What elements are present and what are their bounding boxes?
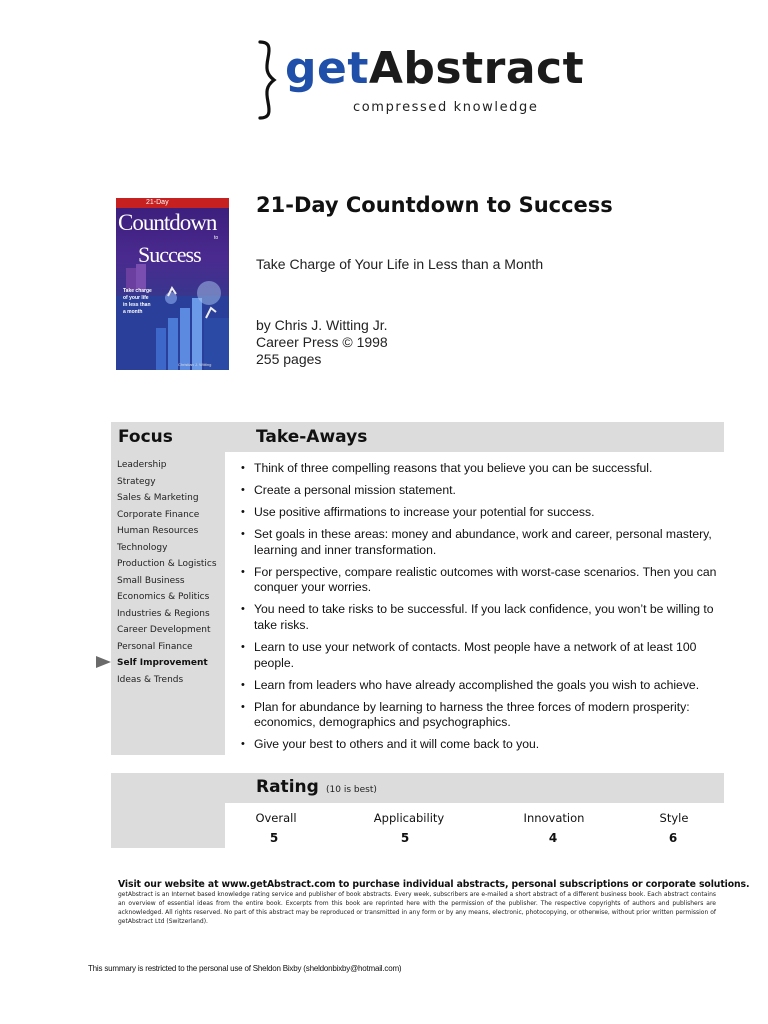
focus-item: Sales & Marketing (117, 493, 199, 503)
book-title: 21-Day Countdown to Success (256, 193, 613, 217)
logo-tagline: compressed knowledge (353, 100, 539, 115)
copyright-notice: getAbstract is an Internet based knowledge rating service and publisher of book abstracts. Every week, subscribers are e-mailed a short abstract of a different business book. Each abstract contains an overview of essential ideas from the entire book. Excerpts from this book are reprinted here with the permission of the publisher. The respective copyrights of authors and publishers are acknowledged. All rights reserved. No part of this abstract may be reproduced or transmitted in any form or by any means, electronic, photocopying, or otherwise, without prior written permission of getAbstract Ltd (Switzerland). (118, 891, 716, 925)
focus-item: Career Development (117, 625, 211, 635)
takeaways-list (239, 461, 717, 759)
rating-header-band (111, 773, 724, 803)
focus-item: Economics & Politics (117, 592, 210, 602)
book-pages: 255 pages (256, 351, 322, 367)
focus-heading: Focus (118, 427, 173, 447)
section-header-band (111, 422, 724, 452)
focus-item: Self Improvement (117, 658, 208, 668)
takeaway-item: • Plan for abundance by learning to harness the three forces of modern prosperity: economics, demographics and psychographics. (239, 700, 717, 731)
cover-title-1: Countdown (118, 210, 217, 235)
cover-title-2: Success (138, 242, 201, 267)
logo-abstract: Abstract (368, 43, 585, 94)
focus-item: Strategy (117, 476, 156, 487)
book-subtitle: Take Charge of Your Life in Less than a Month (256, 256, 544, 272)
rating-note: (10 is best) (326, 785, 377, 795)
focus-item: Technology (117, 542, 168, 553)
pointer-arrow-icon (96, 656, 111, 668)
rating-label-applicability: Applicability (373, 811, 445, 825)
focus-item: Industries & Regions (117, 608, 210, 619)
takeaway-item: • Give your best to others and it will come back to you. (239, 737, 717, 753)
brace-icon (252, 38, 278, 122)
takeaway-item: • Create a personal mission statement. (239, 483, 717, 499)
rating-value-overall: 5 (269, 831, 279, 845)
getabstract-logo (252, 38, 585, 122)
usage-restriction: This summary is restricted to the personal use of Sheldon Bixby (sheldonbixby@hotmail.com) (88, 964, 402, 973)
takeaways-heading: Take-Aways (256, 427, 368, 447)
logo-get: get (285, 43, 369, 94)
focus-item: Small Business (117, 575, 185, 586)
focus-item: Human Resources (117, 526, 199, 536)
website-promo: Visit our website at www.getAbstract.com to purchase individual abstracts, personal subscriptions or corporate solutions. (118, 879, 750, 890)
rating-value-style: 6 (668, 831, 678, 845)
rating-sidebar (111, 803, 225, 848)
book-cover (116, 198, 229, 370)
focus-item: Corporate Finance (117, 509, 200, 520)
rating-label-overall: Overall (255, 811, 297, 825)
cover-blurb: Take charge of your life in less than a month (123, 288, 152, 315)
cover-title-to: to (214, 235, 219, 241)
rating-heading: Rating (256, 777, 319, 797)
book-publisher: Career Press © 1998 (256, 334, 388, 350)
rating-label-innovation: Innovation (523, 811, 585, 825)
rating-value-applicability: 5 (400, 831, 410, 845)
focus-item: Production & Logistics (117, 559, 217, 569)
focus-list (117, 459, 217, 690)
logo-wordmark (285, 43, 585, 94)
takeaway-item: • Learn from leaders who have already accomplished the goals you wish to achieve. (239, 678, 717, 694)
focus-item: Personal Finance (117, 641, 193, 652)
focus-item: Leadership (117, 460, 167, 470)
takeaway-item: • Think of three compelling reasons that you believe you can be successful. (239, 461, 717, 477)
book-author: by Chris J. Witting Jr. (256, 317, 388, 333)
takeaway-item: • For perspective, compare realistic outcomes with worst-case scenarios. Then you can conquer your worries. (239, 565, 717, 596)
takeaway-item: • Set goals in these areas: money and abundance, work and career, personal mastery, learning and inner transformation. (239, 527, 717, 558)
book-meta (256, 317, 388, 368)
takeaway-item: • Learn to use your network of contacts. Most people have a network of at least 100 people. (239, 640, 717, 671)
cover-top-bar (116, 198, 229, 208)
cover-day-label: 21-Day (146, 199, 169, 206)
cover-author: Christian J. Witting (178, 362, 212, 367)
focus-item: Ideas & Trends (117, 674, 184, 685)
takeaway-item: • You need to take risks to be successful. If you lack confidence, you won’t be willing to take risks. (239, 602, 717, 633)
rating-label-style: Style (659, 811, 689, 825)
rating-value-innovation: 4 (548, 831, 558, 845)
takeaway-item: • Use positive affirmations to increase your potential for success. (239, 505, 717, 521)
